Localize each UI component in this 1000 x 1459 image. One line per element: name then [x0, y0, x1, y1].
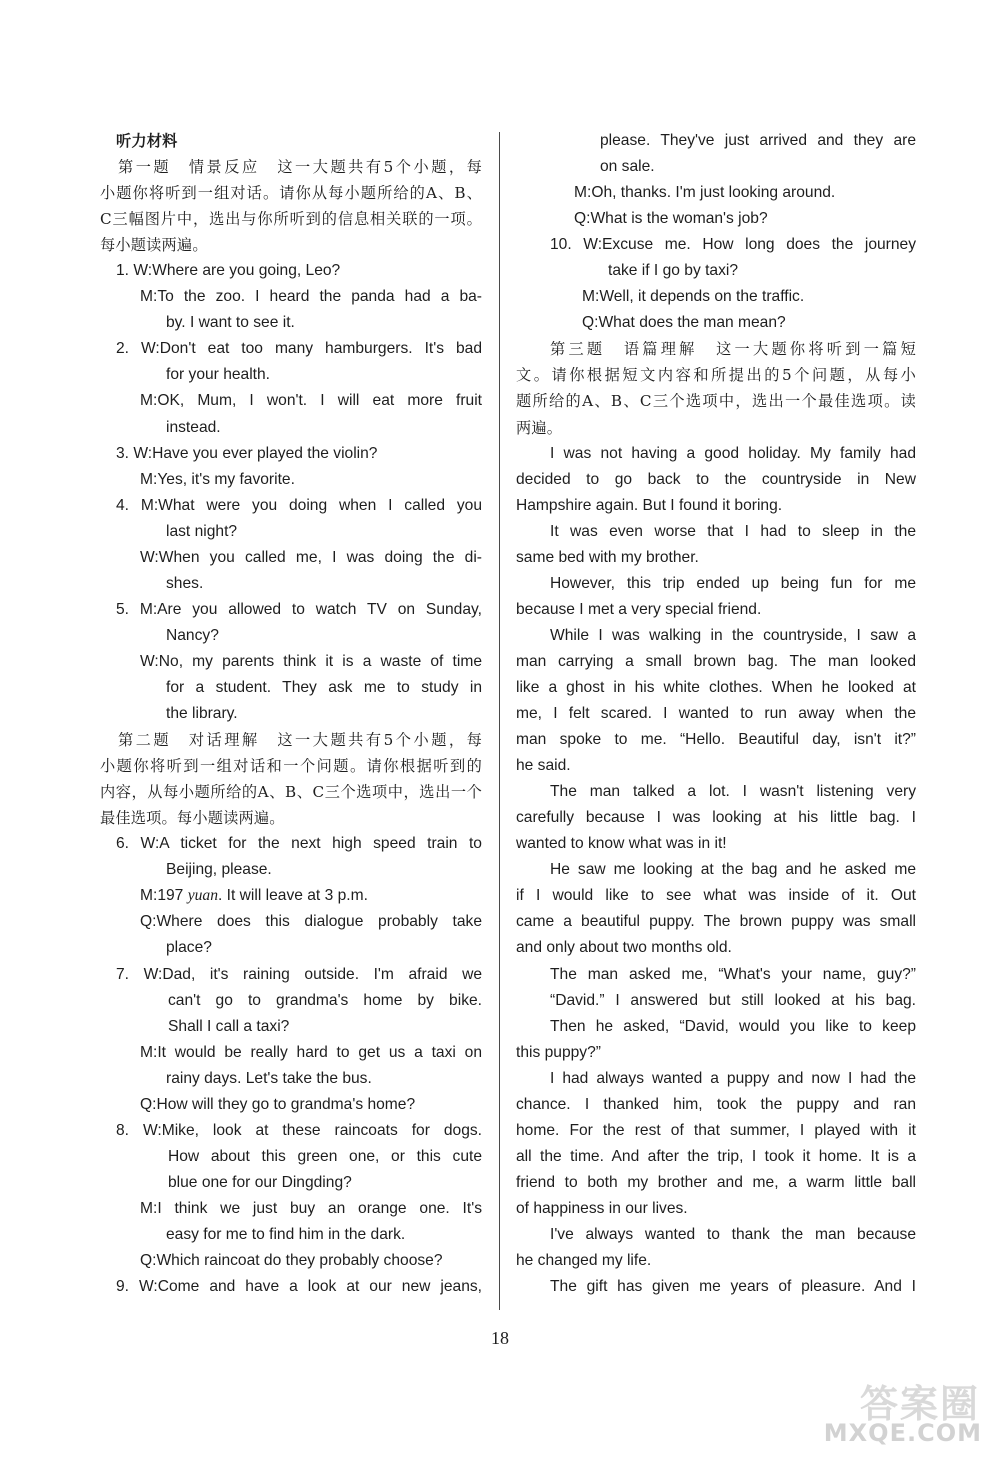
- right-column-line: The gift has given me years of pleasure. And I: [550, 1278, 916, 1296]
- right-column-line: 两遍。: [516, 418, 563, 437]
- left-column-line: shes.: [166, 574, 204, 592]
- right-column-line: chance. I thanked him, took the puppy and ran: [516, 1095, 916, 1113]
- right-column-line: carefully because I was looking at his little bag. I: [516, 809, 916, 827]
- right-column-line: home. For the rest of that summer, I played with it: [516, 1121, 916, 1139]
- left-column-line: rainy days. Let's take the bus.: [166, 1069, 372, 1087]
- left-column: [100, 128, 482, 1300]
- right-column: [516, 128, 916, 1300]
- left-column-line: last night?: [166, 522, 238, 540]
- right-column-line: However, this trip ended up being fun for me: [550, 574, 916, 592]
- left-column-line: easy for me to find him in the dark.: [166, 1225, 406, 1243]
- right-column-line: M:Oh, thanks. I'm just looking around.: [574, 184, 836, 202]
- left-column-line: by. I want to see it.: [166, 314, 295, 332]
- right-column-line: 文。请你根据短文内容和所提出的5个问题，从每小: [516, 366, 916, 385]
- right-column-line: M:Well, it depends on the traffic.: [582, 288, 805, 306]
- right-column-line: all the time. And after the trip, I took it home. It is a: [516, 1147, 916, 1165]
- right-column-line: man carrying a small brown bag. The man looked: [516, 652, 916, 670]
- right-column-line: please. They've just arrived and they are: [600, 132, 916, 149]
- left-column-line: Beijing, please.: [166, 861, 272, 879]
- right-column-line: I had always wanted a puppy and now I had the: [550, 1069, 916, 1087]
- right-column-line: and only about two months old.: [516, 939, 732, 957]
- left-column-line: 内容，从每小题所给的A、B、C三个选项中，选出一个: [100, 783, 482, 802]
- left-column-line: blue one for our Dingding?: [168, 1173, 352, 1191]
- left-column-line: Q:Which raincoat do they probably choose?: [140, 1252, 443, 1270]
- left-column-line: 2. W:Don't eat too many hamburgers. It's bad: [116, 340, 482, 358]
- watermark-top-text: 答案圈: [859, 1382, 980, 1426]
- left-column-line: 5. M:Are you allowed to watch TV on Sunday,: [116, 600, 482, 618]
- left-column-line: 小题你将听到一组对话和一个问题。请你根据听到的: [100, 757, 482, 776]
- right-column-line: he said.: [516, 757, 571, 775]
- left-column-line: 小题你将听到一组对话。请你从每小题所给的A、B、: [100, 184, 482, 203]
- left-column-line: 第二题 对话理解 这一大题共有5个小题，每: [118, 731, 482, 750]
- right-column-line: I was not having a good holiday. My family had: [550, 444, 916, 462]
- right-column-line: he changed my life.: [516, 1252, 652, 1270]
- right-column-line: 题所给的A、B、C三个选项中，选出一个最佳选项。读: [516, 392, 916, 411]
- right-column-line: man spoke to me. “Hello. Beautiful day, isn't it?”: [516, 731, 916, 749]
- left-column-line: for your health.: [166, 366, 271, 384]
- right-column-line: decided to go back to the countryside in New: [516, 470, 916, 488]
- left-column-line: 8. W:Mike, look at these raincoats for dogs.: [116, 1121, 482, 1139]
- watermark-logo: [808, 1373, 986, 1453]
- right-column-line: friend to both my brother and me, a warm little ball: [516, 1173, 916, 1191]
- left-column-line: 9. W:Come and have a look at our new jeans,: [116, 1278, 482, 1296]
- right-column-line: same bed with my brother.: [516, 548, 699, 566]
- right-column-line: if I would like to see what was inside of it. Out: [516, 887, 916, 905]
- left-column-line: place?: [166, 939, 212, 957]
- right-column-line: like a ghost in his white clothes. When he looked at: [516, 678, 916, 696]
- right-column-line: on sale.: [600, 158, 655, 176]
- left-column-line: 第一题 情景反应 这一大题共有5个小题，每: [118, 158, 482, 177]
- left-column-line: 每小题读两遍。: [100, 236, 208, 255]
- left-column-line: 最佳选项。每小题读两遍。: [100, 809, 285, 828]
- left-column-line: C三幅图片中，选出与你所听到的信息相关联的一项。: [100, 210, 482, 229]
- left-column-line: M:Yes, it's my favorite.: [140, 470, 295, 488]
- right-column-line: He saw me looking at the bag and he asked me: [550, 861, 916, 879]
- right-column-line: of happiness in our lives.: [516, 1199, 688, 1217]
- right-column-line: this puppy?”: [516, 1043, 601, 1061]
- right-column-line: take if I go by taxi?: [608, 262, 739, 280]
- left-column-line: M:I think we just buy an orange one. It's: [140, 1199, 482, 1217]
- column-divider: [499, 132, 500, 1310]
- left-column-line: M:It would be really hard to get us a taxi on: [140, 1043, 482, 1061]
- left-column-line: 4. M:What were you doing when I called you: [116, 496, 482, 514]
- right-column-line: 第三题 语篇理解 这一大题你将听到一篇短: [550, 340, 916, 359]
- left-column-line: 听力材料: [116, 132, 178, 150]
- right-column-line: “David.” I answered but still looked at his bag.: [550, 991, 916, 1009]
- right-column-line: Hampshire again. But I found it boring.: [516, 496, 783, 514]
- right-column-line: wanted to know what was in it!: [516, 835, 727, 853]
- left-column-line: for a student. They ask me to study in: [166, 678, 482, 696]
- left-column-line: W:When you called me, I was doing the di-: [140, 548, 482, 566]
- right-column-line: The man talked a lot. I wasn't listening very: [550, 783, 916, 801]
- right-column-line: Then he asked, “David, would you like to keep: [550, 1017, 916, 1035]
- left-column-line: M:197 yuan. It will leave at 3 p.m.: [140, 887, 368, 905]
- right-column-line: came a beautiful puppy. The brown puppy was small: [516, 913, 916, 931]
- left-column-line: 1. W:Where are you going, Leo?: [116, 262, 341, 280]
- right-column-line: Q:What is the woman's job?: [574, 210, 768, 228]
- left-column-line: 6. W:A ticket for the next high speed train to: [116, 835, 482, 853]
- right-column-line: because I met a very special friend.: [516, 600, 762, 618]
- right-column-line: The man asked me, “What's your name, guy?”: [550, 965, 916, 983]
- left-column-line: instead.: [166, 418, 221, 436]
- left-column-line: 3. W:Have you ever played the violin?: [116, 444, 378, 462]
- left-column-line: Q:Where does this dialogue probably take: [140, 913, 482, 931]
- right-column-line: 10. W:Excuse me. How long does the journey: [550, 236, 916, 254]
- left-column-line: W:No, my parents think it is a waste of time: [140, 652, 482, 670]
- left-column-line: the library.: [166, 705, 238, 723]
- left-column-line: Shall I call a taxi?: [168, 1017, 290, 1035]
- left-column-line: 7. W:Dad, it's raining outside. I'm afraid we: [116, 965, 482, 983]
- right-column-line: me, I felt scared. I wanted to run away when the: [516, 705, 916, 723]
- page-number: 18: [491, 1328, 509, 1348]
- yuan-word: yuan: [187, 887, 218, 905]
- right-column-line: I've always wanted to thank the man because: [550, 1225, 916, 1243]
- left-column-line: M:OK, Mum, I won't. I will eat more fruit: [140, 392, 482, 410]
- right-column-line: Q:What does the man mean?: [582, 314, 786, 332]
- left-column-line: Q:How will they go to grandma's home?: [140, 1095, 416, 1113]
- left-column-line: can't go to grandma's home by bike.: [168, 991, 482, 1009]
- left-column-line: How about this green one, or this cute: [168, 1147, 482, 1165]
- left-column-line: M:To the zoo. I heard the panda had a ba-: [140, 288, 482, 306]
- watermark-bottom-text: MXQE.COM: [823, 1419, 982, 1447]
- right-column-line: It was even worse that I had to sleep in the: [550, 522, 916, 540]
- right-column-line: While I was walking in the countryside, I saw a: [550, 626, 916, 644]
- left-column-line: Nancy?: [166, 626, 219, 644]
